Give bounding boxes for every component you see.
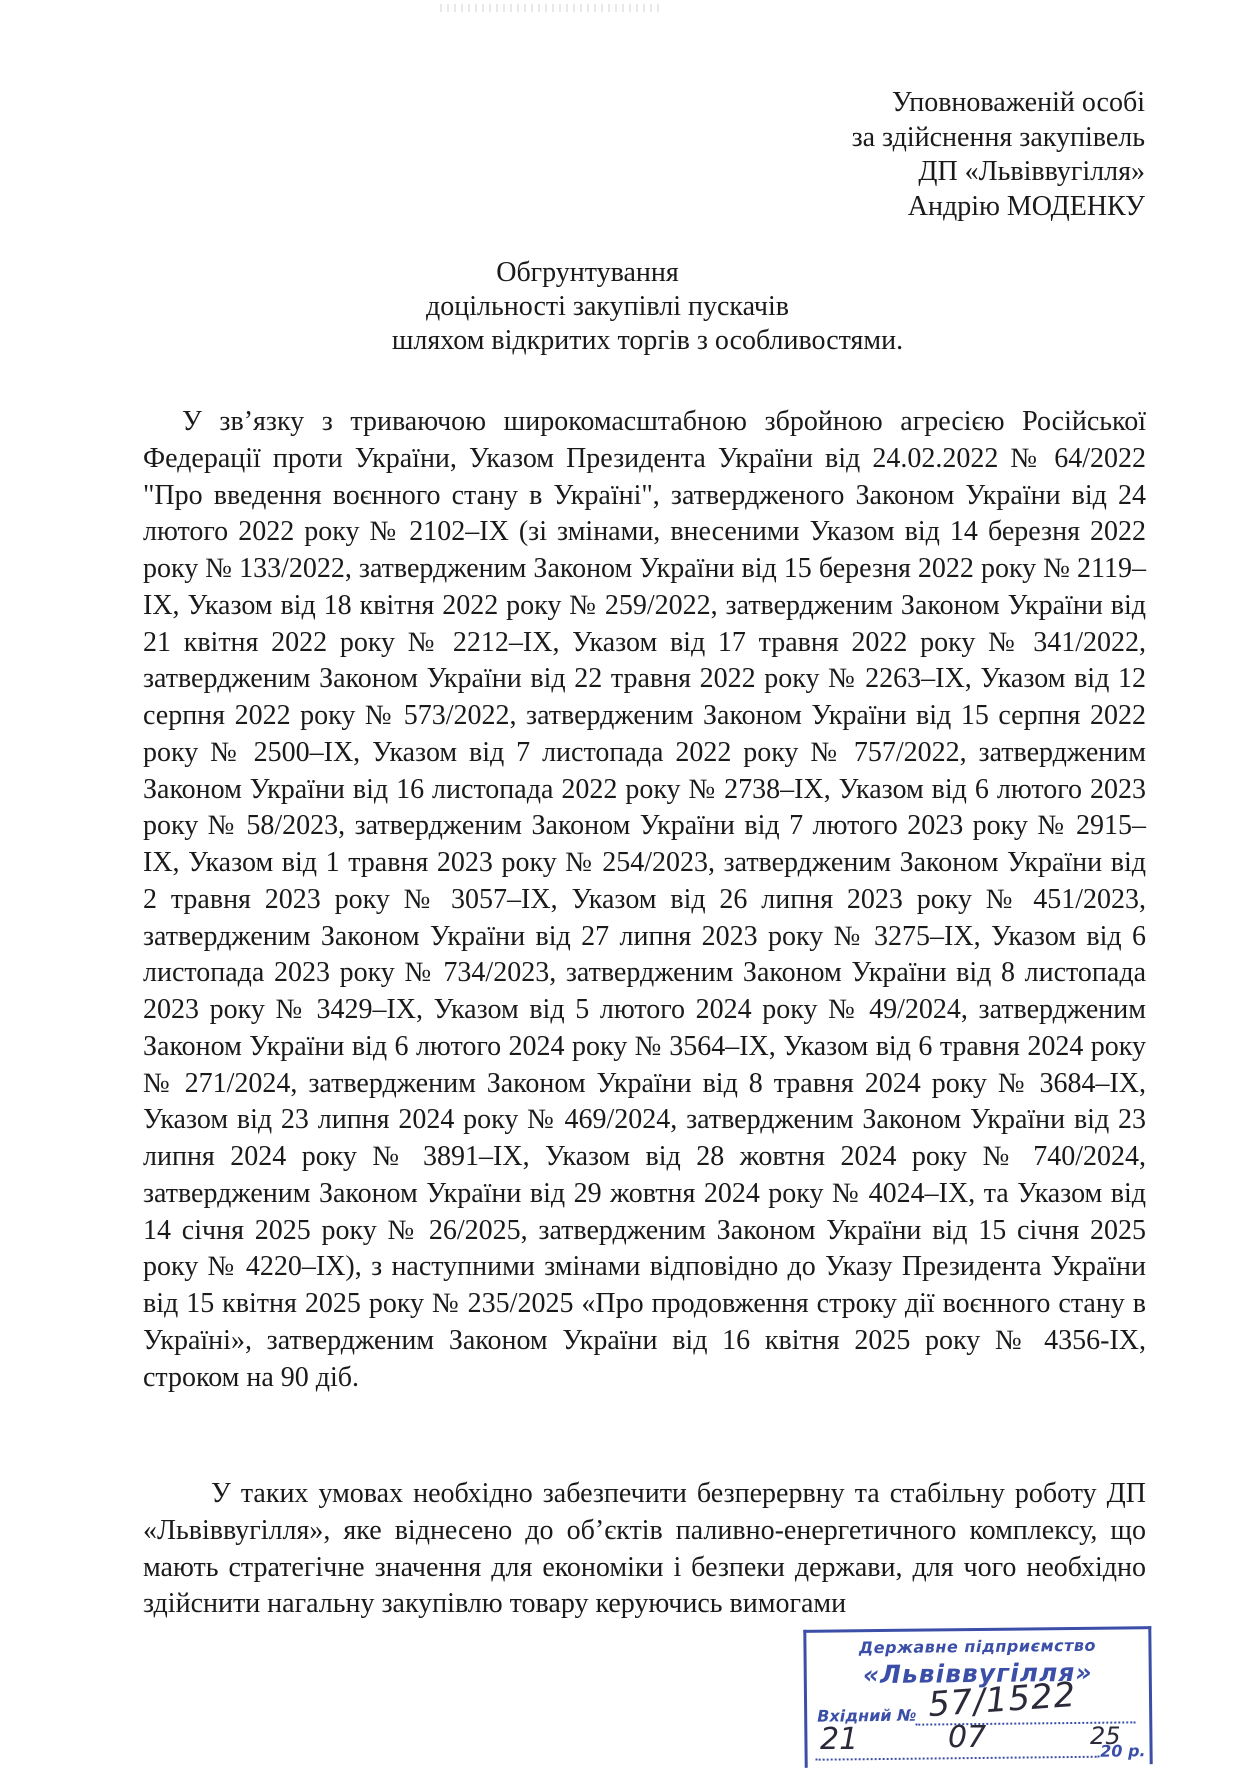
addressee-line: Уповноваженій особі [891, 87, 1145, 118]
stamp-org-name: «Львіввугілля» [862, 1657, 1093, 1690]
stamp-year-suffix: 20 р. [1100, 1741, 1146, 1761]
stamp-org-type: Державне підприємство [858, 1635, 1097, 1658]
handwritten-incoming-number: 57/1522 [926, 1674, 1078, 1726]
body-paragraph-2: У таких умовах необхідно забезпечити безперервну та стабільну роботу ДП «Львіввугілля», яке віднесено до об’єктів паливно-енергетичного комплексу, що мають стратегічне значення для економіки і безпеки держави, для чого необхідно здійснити нагальну закупівлю товару керуючись вимогами [143, 1478, 1146, 1620]
scan-artifact [440, 4, 660, 12]
addressee-line: за здійснення закупівель [851, 121, 1145, 153]
title-line: шляхом відкритих торгів з особливостями. [391, 325, 904, 356]
handwritten-month: 07 [948, 1720, 987, 1755]
title-line: Обгрунтування [496, 257, 679, 288]
addressee-block [852, 86, 1145, 224]
document-title [0, 256, 1255, 358]
handwritten-year: 25 [1090, 1722, 1121, 1750]
handwritten-day: 21 [820, 1722, 859, 1757]
stamp-incoming-label: Вхідний № [817, 1705, 917, 1726]
title-line: доцільності закупівлі пускачів [426, 291, 789, 322]
stamp-date-line [816, 1756, 1100, 1761]
addressee-line: ДП «Львіввугілля» [918, 156, 1145, 187]
body-paragraph-1: У зв’язку з триваючою широкомасштабною збройною агресією Російської Федерації проти України, Указом Президента України від 24.02.2022 № 64/2022 "Про введення воєнного стану в Україні", затвердженого Законом України від 24 лютого 2022 року № 2102–IX (зі змінами, внесеними Указом від 14 березня 2022 року № 133/2022, затвердженим Законом України від 15 березня 2022 року № 2119–IX, Указом від 18 квітня 2022 року № 259/2022, затвердженим Законом України від 21 квітня 2022 року № 2212–IX, Указом від 17 травня 2022 року № 341/2022, затвердженим Законом України від 22 травня 2022 року № 2263–IX, Указом від 12 серпня 2022 року № 573/2022, затвердженим Законом України від 15 серпня 2022 року № 2500–IX, Указом від 7 листопада 2022 року № 757/2022, затвердженим Законом України від 16 листопада 2022 року № 2738–IX, Указом від 6 лютого 2023 року № 58/2023, затвердженим Законом України від 7 лютого 2023 року № 2915–IX, Указом від 1 травня 2023 року № 254/2023, затвердженим Законом України від 2 травня 2023 року № 3057–IX, Указом від 26 липня 2023 року № 451/2023, затвердженим Законом України від 27 липня 2023 року № 3275–IX, Указом від 6 листопада 2023 року № 734/2023, затвердженим Законом України від 8 листопада 2023 року № 3429–IX, Указом від 5 лютого 2024 року № 49/2024, затвердженим Законом України від 6 лютого 2024 року № 3564–IX, Указом від 6 травня 2024 року № 271/2024, затвердженим Законом України від 8 травня 2024 року № 3684–IX, Указом від 23 липня 2024 року № 469/2024, затвердженим Законом України від 23 липня 2024 року № 3891–IX, Указом від 28 жовтня 2024 року № 740/2024, затвердженим Законом України від 29 жовтня 2024 року № 4024–IX, та Указом від 14 січня 2025 року № 26/2025, затвердженим Законом України від 15 січня 2025 року № 4220–IX), з наступними змінами відповідно до Указу Президента України від 15 квітня 2025 року № 235/2025 «Про продовження строку дії воєнного стану в Україні», затвердженим Законом України від 16 квітня 2025 року № 4356-IX, строком на 90 діб. [143, 406, 1147, 1393]
addressee-name: Андрію МОДЕНКУ [907, 190, 1145, 222]
